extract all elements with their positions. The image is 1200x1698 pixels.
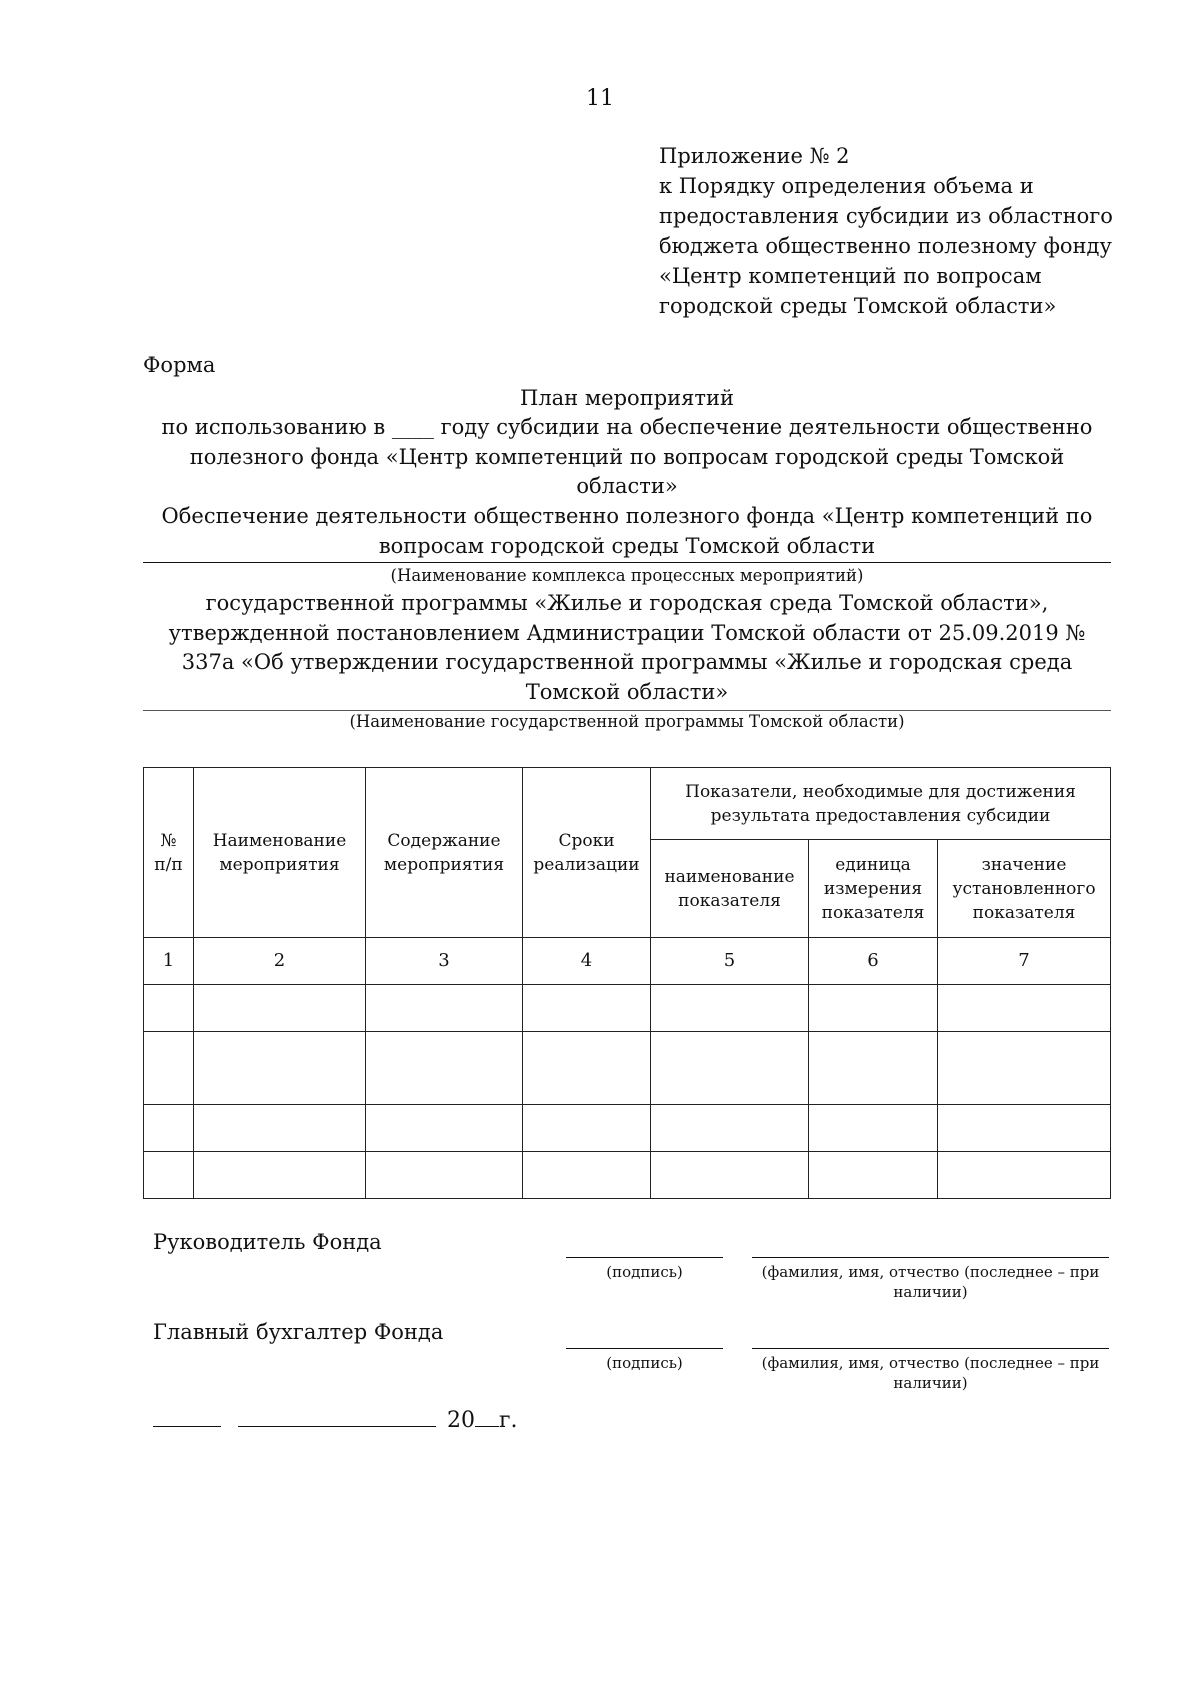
- table-cell[interactable]: [523, 1105, 651, 1152]
- date-year-blank[interactable]: [475, 1406, 499, 1427]
- accountant-label: Главный бухгалтер Фонда: [153, 1320, 444, 1344]
- table-cell[interactable]: [366, 985, 523, 1032]
- table-cell[interactable]: [651, 985, 809, 1032]
- appendix-line: предоставления субсидии из областного: [659, 204, 1113, 228]
- program-underline: [143, 710, 1111, 711]
- program-line: государственной программы «Жилье и городская среда Томской области»,: [205, 591, 1049, 615]
- plan-purpose-line: области»: [576, 474, 678, 498]
- column-number-row: [144, 938, 1111, 985]
- appendix-line: бюджета общественно полезному фонду: [659, 234, 1112, 258]
- plan-purpose: [143, 413, 1111, 502]
- date-year-prefix: 20: [447, 1408, 475, 1433]
- complex-caption: (Наименование комплекса процессных мероприятий): [390, 566, 864, 585]
- complex-name-underline: [143, 562, 1111, 563]
- complex-name-line: Обеспечение деятельности общественно полезного фонда «Центр компетенций по: [161, 504, 1093, 528]
- table-cell[interactable]: [194, 1032, 366, 1105]
- table-cell[interactable]: [366, 1105, 523, 1152]
- table-cell[interactable]: [523, 1032, 651, 1105]
- header-indicator-name: наименование показателя: [651, 840, 809, 938]
- accountant-signature-line[interactable]: [566, 1348, 723, 1349]
- table-cell[interactable]: [144, 1152, 194, 1199]
- date-day-blank[interactable]: [153, 1406, 221, 1427]
- table-cell[interactable]: [651, 1032, 809, 1105]
- program-line: утвержденной постановлением Администрации Томской области от 25.09.2019 №: [168, 620, 1086, 645]
- header-terms: Сроки реализации: [523, 768, 651, 938]
- appendix-line: Приложение № 2: [659, 144, 850, 168]
- header-indicators-group: Показатели, необходимые для достижения результата предоставления субсидии: [651, 768, 1111, 840]
- table-header-row: [144, 768, 1111, 840]
- table-cell[interactable]: [809, 1105, 938, 1152]
- accountant-name-caption: (фамилия, имя, отчество (последнее – при наличии): [761, 1354, 1100, 1392]
- column-number: 1: [144, 938, 194, 985]
- head-signature-caption: (подпись): [606, 1263, 683, 1281]
- head-name-caption: (фамилия, имя, отчество (последнее – при наличии): [761, 1263, 1100, 1301]
- table-cell[interactable]: [938, 1152, 1111, 1199]
- date-month-blank[interactable]: [238, 1406, 436, 1427]
- plan-purpose-line: полезного фонда «Центр компетенций по вопросам городской среды Томской: [189, 444, 1065, 469]
- table-cell[interactable]: [144, 985, 194, 1032]
- column-number: 4: [523, 938, 651, 985]
- header-indicator-value: значение установленного показателя: [938, 840, 1111, 938]
- head-name-line[interactable]: [752, 1257, 1109, 1258]
- appendix-line: «Центр компетенций по вопросам: [659, 264, 1042, 288]
- column-number: 5: [651, 938, 809, 985]
- table-cell[interactable]: [938, 1032, 1111, 1105]
- date-year-suffix: г.: [499, 1408, 518, 1433]
- table-cell[interactable]: [523, 985, 651, 1032]
- plan-purpose-line: по использованию в ____ году субсидии на обеспечение деятельности общественно: [161, 415, 1093, 439]
- program-line: 337а «Об утверждении государственной программы «Жилье и городская среда: [181, 650, 1073, 674]
- program-text: [143, 589, 1111, 707]
- table-cell[interactable]: [194, 985, 366, 1032]
- table-cell[interactable]: [809, 1152, 938, 1199]
- table-cell[interactable]: [938, 985, 1111, 1032]
- date-line: [153, 1406, 518, 1433]
- head-label: Руководитель Фонда: [153, 1230, 382, 1254]
- program-line: Томской области»: [525, 679, 729, 704]
- plan-title: План мероприятий: [520, 386, 734, 410]
- header-num: № п/п: [144, 768, 194, 938]
- appendix-line: к Порядку определения объема и: [659, 174, 1034, 198]
- complex-name: [143, 502, 1111, 561]
- header-event-name: Наименование мероприятия: [194, 768, 366, 938]
- form-label: Форма: [143, 353, 216, 377]
- column-number: 6: [809, 938, 938, 985]
- column-number: 3: [366, 938, 523, 985]
- complex-name-line: вопросам городской среды Томской области: [378, 533, 876, 558]
- table-cell[interactable]: [938, 1105, 1111, 1152]
- page-number: 11: [586, 86, 614, 111]
- appendix-header: [659, 141, 1179, 321]
- table-cell[interactable]: [144, 1105, 194, 1152]
- header-event-content: Содержание мероприятия: [366, 768, 523, 938]
- table-cell[interactable]: [194, 1105, 366, 1152]
- table-cell[interactable]: [144, 1032, 194, 1105]
- table-cell[interactable]: [366, 1032, 523, 1105]
- table-cell[interactable]: [523, 1152, 651, 1199]
- column-number: 2: [194, 938, 366, 985]
- table-cell[interactable]: [366, 1152, 523, 1199]
- table-cell[interactable]: [194, 1152, 366, 1199]
- table-row: [144, 985, 1111, 1032]
- table-row: [144, 1105, 1111, 1152]
- table-cell[interactable]: [651, 1152, 809, 1199]
- appendix-line: городской среды Томской области»: [659, 294, 1057, 318]
- header-indicator-unit: единица измерения показателя: [809, 840, 938, 938]
- table-cell[interactable]: [809, 1032, 938, 1105]
- table-row: [144, 1152, 1111, 1199]
- program-caption: (Наименование государственной программы Томской области): [349, 712, 905, 731]
- head-signature-line[interactable]: [566, 1257, 723, 1258]
- accountant-signature-caption: (подпись): [606, 1354, 683, 1372]
- accountant-name-line[interactable]: [752, 1348, 1109, 1349]
- table-row: [144, 1032, 1111, 1105]
- plan-table: [143, 767, 1111, 1199]
- table-cell[interactable]: [651, 1105, 809, 1152]
- column-number: 7: [938, 938, 1111, 985]
- table-cell[interactable]: [809, 985, 938, 1032]
